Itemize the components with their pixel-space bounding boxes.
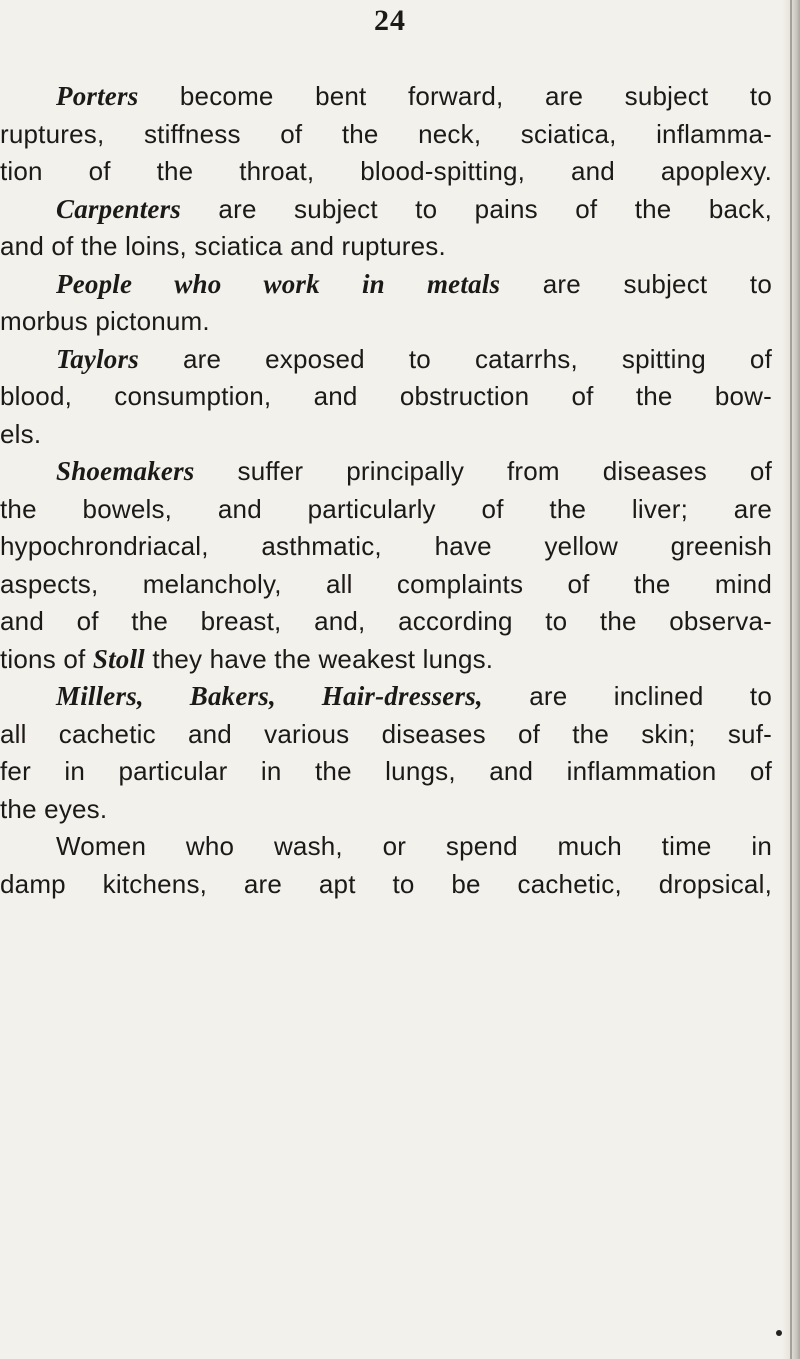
body-text [0,78,772,903]
text-line: Millers, Bakers, Hair-dressers, are inclined to [56,681,772,711]
text-line: morbus pictonum. [0,306,210,336]
text-line: els. [0,418,42,449]
text-line: Shoemakers suffer principally from diseases of [56,456,772,486]
text-line: Porters become bent forward, are subject to [56,81,772,111]
author-name: Stoll [92,643,145,674]
occupation-term: Millers, Bakers, Hair-dressers, [56,681,483,711]
text-line: ruptures, stiffness of the neck, sciatica, inflamma- [0,118,772,149]
text-line: tion of the throat, blood-spitting, and apoplexy. [0,156,772,186]
text-line: the eyes. [0,793,108,824]
text-line: Carpenters are subject to pains of the back, [56,193,772,224]
text-line: blood, consumption, and obstruction of the bow- [0,381,772,411]
text-line: Women who wash, or spend much time in [56,831,772,861]
text-line: all cachetic and various diseases of the skin; suf- [0,718,772,749]
page-edge-line [790,0,792,1359]
occupation-term: Shoemakers [56,456,195,486]
text-line: tions of Stoll they have the weakest lungs. [0,643,494,674]
text-line: and of the loins, sciatica and ruptures. [0,231,446,261]
occupation-term: Carpenters [56,193,182,224]
occupation-term: Porters [56,81,139,111]
occupation-term: People who work in metals [56,268,501,299]
text-line: and of the breast, and, according to the observa- [0,606,772,636]
text-line: aspects, melancholy, all complaints of the mind [0,568,772,599]
page-number: 24 [374,4,406,37]
text-line: hypochrondriacal, asthmatic, have yellow greenish [0,531,772,561]
text-line: People who work in metals are subject to [56,268,772,299]
text-line: fer in particular in the lungs, and inflammation of [0,756,772,786]
text-line: damp kitchens, are apt to be cachetic, dropsical, [0,868,772,899]
ink-speck [776,1330,782,1336]
occupation-term: Taylors [56,343,139,374]
text-line: Taylors are exposed to catarrhs, spitting of [56,343,772,374]
text-line: the bowels, and particularly of the liver; are [0,493,772,524]
